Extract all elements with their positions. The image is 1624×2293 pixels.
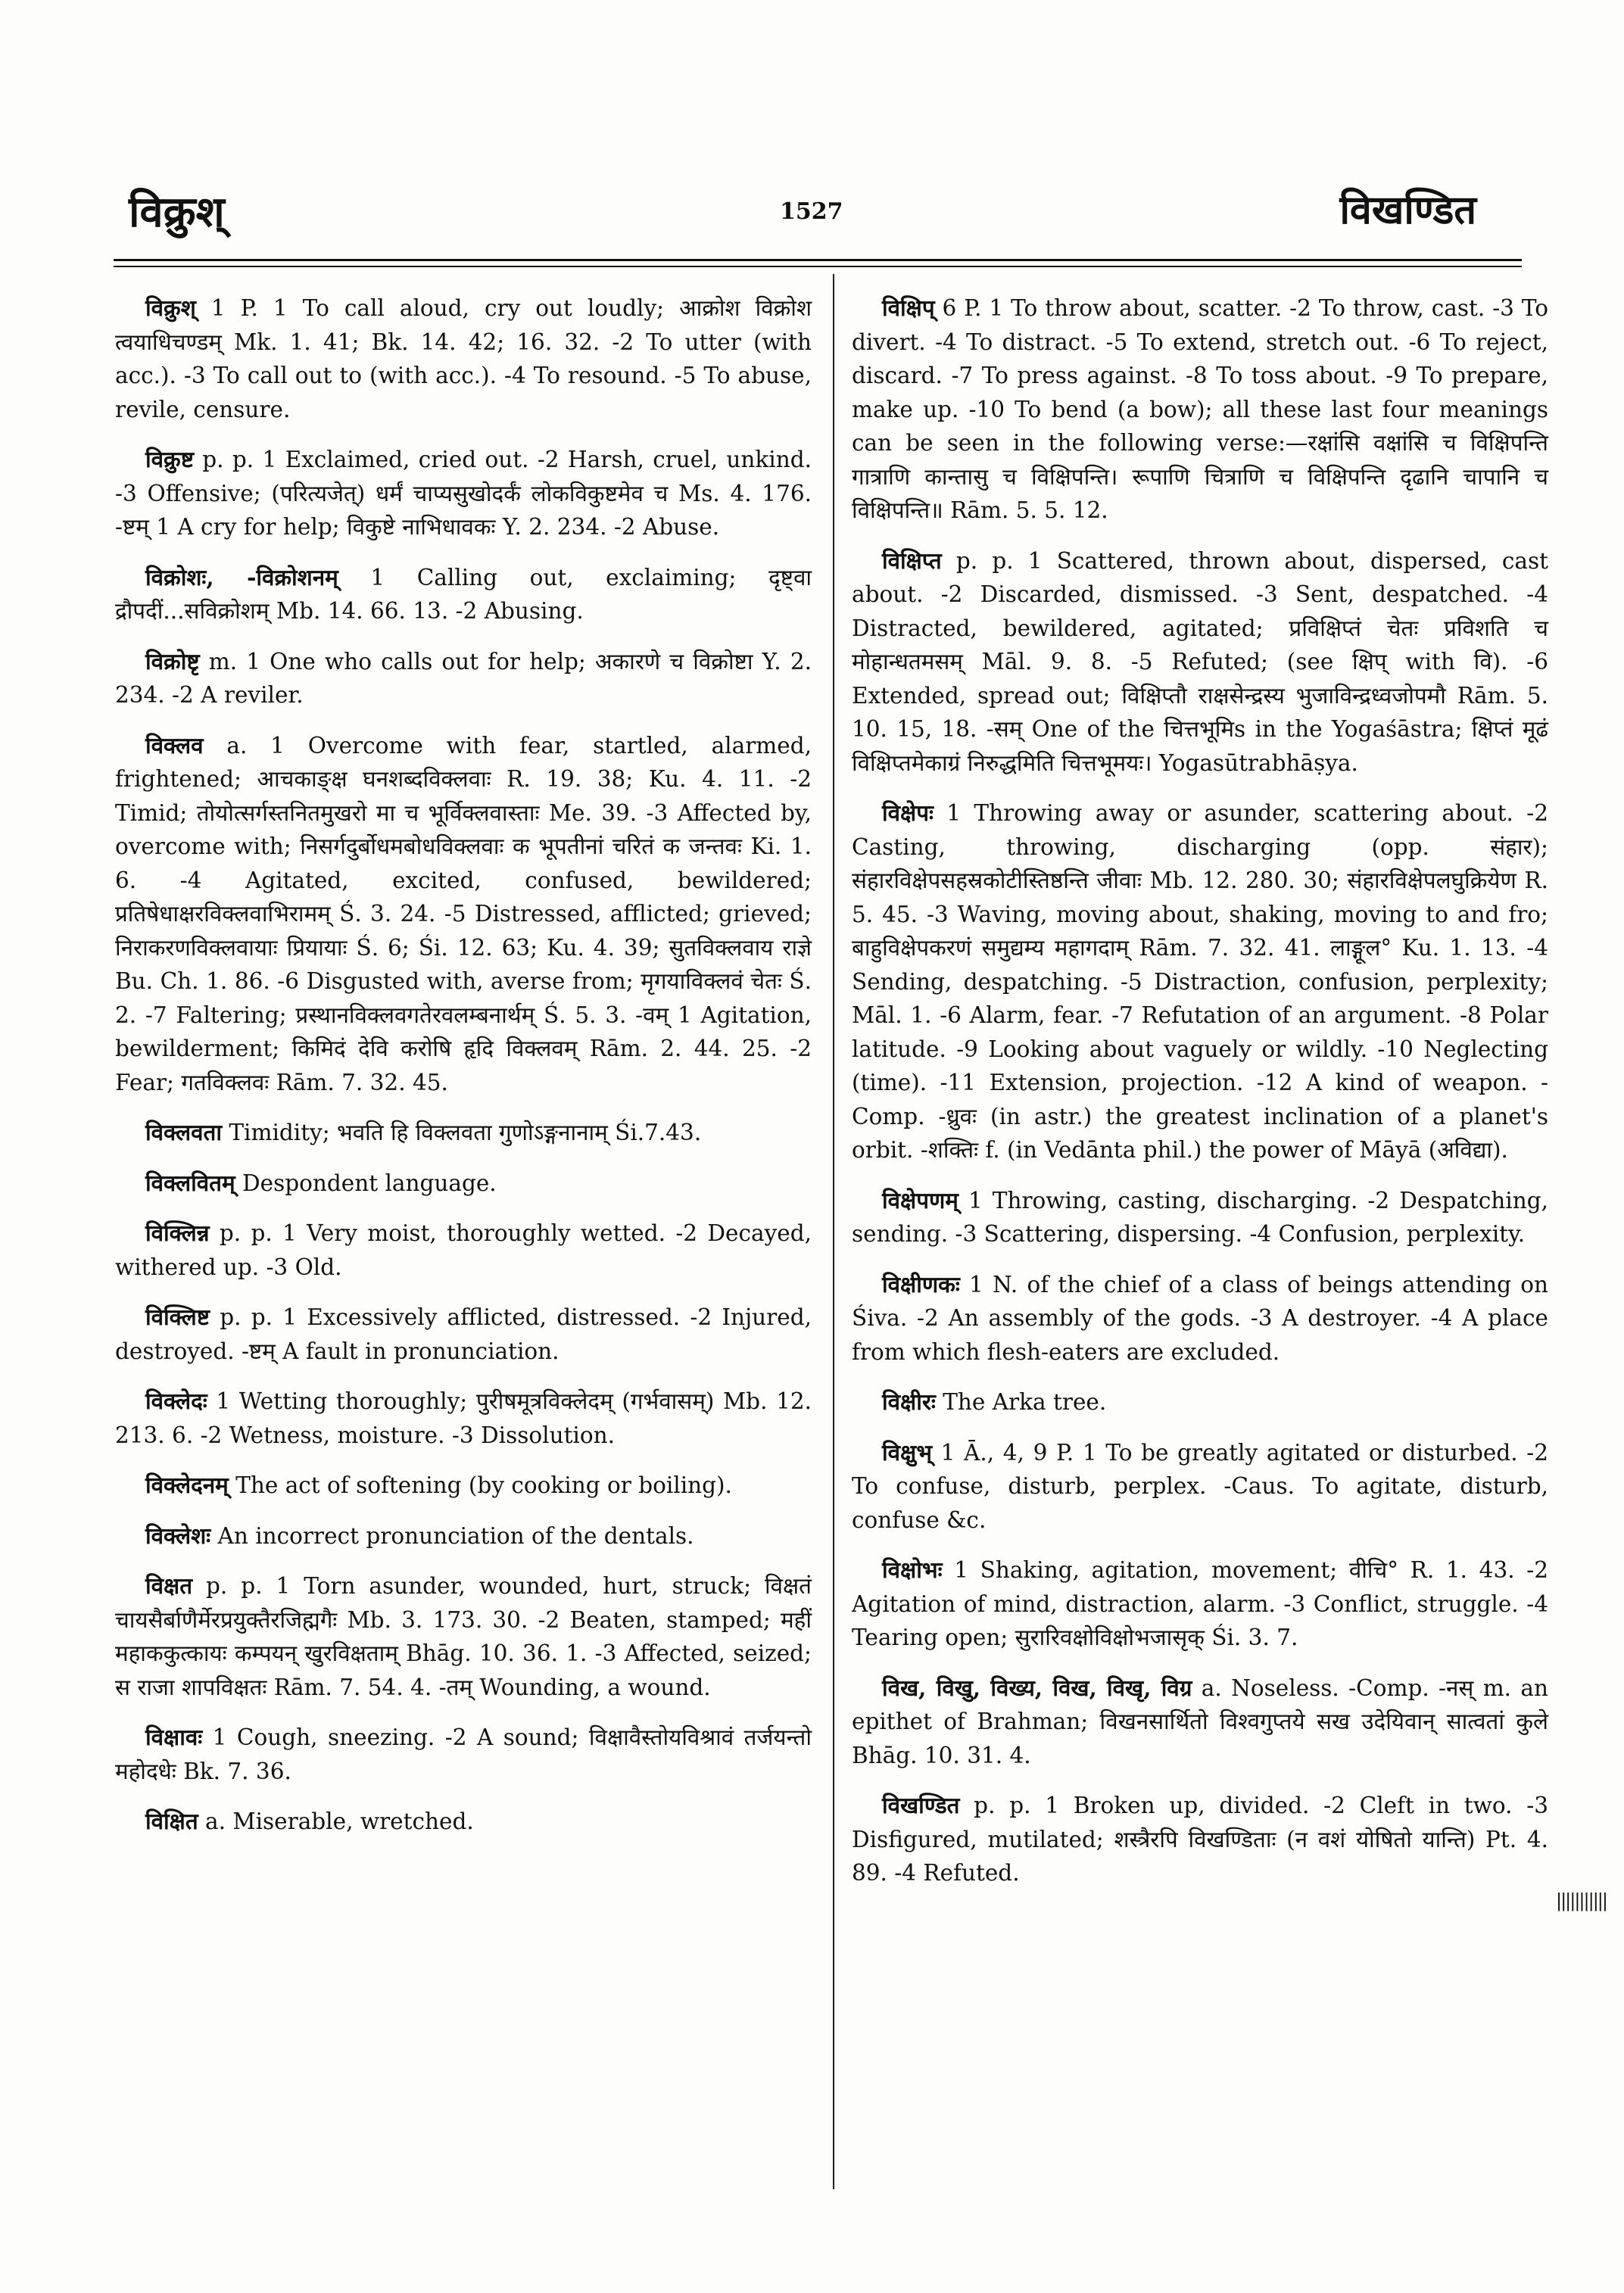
entry-headword: विक्षत <box>145 1572 193 1599</box>
entry-headword: विक्लेशः <box>145 1522 211 1549</box>
dictionary-entry <box>115 1385 812 1452</box>
entry-headword: विक्षेपः <box>882 799 934 826</box>
entry-definition: 1 P. 1 To call aloud, cry out loudly; आक्रोश विक्रोश त्वयाधिचण्डम् Mk. 1. 41; Bk. 14. 42; 16. 32. -2 To utter (with acc.). -3 To call out to (with acc.). -4 To resound. -5 To abuse, revile, censure. <box>115 295 812 422</box>
dictionary-entry <box>852 1184 1548 1251</box>
entry-definition: 1 Wetting thoroughly; पुरीषमूत्रविक्लेदम् (गर्भवासम्) Mb. 12. 213. 6. -2 Wetness, moisture. -3 Dissolution. <box>115 1388 812 1448</box>
entry-definition: 1 Cough, sneezing. -2 A sound; विक्षावैस्तोयविश्रावं तर्जयन्तो महोदधेः Bk. 7. 36. <box>115 1724 812 1784</box>
entry-headword: विक्लव <box>145 731 204 759</box>
entry-definition: a. 1 Overcome with fear, startled, alarmed, frightened; आचकाङ्क्ष घनशब्दविक्लवाः R. 19. 38; Ku. 4. 11. -2 Timid; तोयोत्सर्गस्तनितमुखरो मा च भूर्विक्लवास्ताः Me. 39. -3 Affected by, overcome with; निसर्गदुर्बोधमबोधविक्लवाः क भूपतीनां चरितं क जन्तवः Ki. 1. 6. -4 Agitated, excited, confused, bewildered; प्रतिषेधाक्षरविक्लवाभिरामम् Ś. 3. 24. -5 Distressed, afflicted; grieved; निराकरणविक्लवायाः प्रियायाः Ś. 6; Śi. 12. 63; Ku. 4. 39; सुतविक्लवाय राज्ञे Bu. Ch. 1. 86. -6 Disgusted with, averse from; मृगयाविक्लवं चेतः Ś. 2. -7 Faltering; प्रस्थानविक्लवगतेरवलम्बनार्थम् Ś. 5. 3. -वम् 1 Agitation, bewilderment; किमिदं देवि करोषि हृदि विक्लवम् Rām. 2. 44. 25. -2 Fear; गतविक्लवः Rām. 7. 32. 45. <box>115 732 812 1095</box>
entry-headword: विख, विखु, विख्य, विख, विखृ, विग्र <box>882 1674 1192 1701</box>
header-rule-thin <box>114 266 1522 267</box>
entry-headword: विक्रुश् <box>145 294 196 321</box>
entry-headword: विक्षावः <box>145 1724 203 1750</box>
dictionary-entry <box>115 1721 812 1788</box>
dictionary-entry <box>852 544 1548 780</box>
dictionary-entry <box>115 443 812 544</box>
entry-headword: विक्लिन्न <box>145 1220 210 1246</box>
entry-headword: विक्षित <box>145 1808 198 1834</box>
dictionary-entry <box>115 1217 812 1284</box>
header-left-guide-word: विक्रुश् <box>129 187 225 237</box>
dictionary-entry <box>115 1301 812 1368</box>
dictionary-entry <box>115 1116 812 1150</box>
entry-headword: विक्लेदनम् <box>145 1472 229 1498</box>
entry-headword: विक्लिष्ट <box>145 1304 210 1330</box>
dictionary-entry <box>115 1469 812 1503</box>
entry-headword: विक्लेदः <box>145 1388 207 1414</box>
entry-definition: p. p. 1 Very moist, thoroughly wetted. -2 Decayed, withered up. -3 Old. <box>115 1220 812 1280</box>
dictionary-entry <box>115 1519 812 1553</box>
entry-headword: विक्षीरः <box>882 1388 936 1415</box>
entry-definition: 1 Throwing away or asunder, scattering about. -2 Casting, throwing, discharging (opp. संहार); संहारविक्षेपसहस्रकोटीस्तिष्ठन्ति जीवाः Mb. 12. 280. 30; संहारविक्षेपलघुक्रियेण R. 5. 45. -3 Waving, moving about, shaking, moving to and fro; बाहुविक्षेपकरणं समुद्यम्य महागदाम् Rām. 7. 32. 41. लाङ्गूल° Ku. 1. 13. -4 Sending, despatching. -5 Distraction, confusion, perplexity; Māl. 1. -6 Alarm, fear. -7 Refutation of an argument. -8 Polar latitude. -9 Looking about vaguely or wildly. -10 Neglecting (time). -11 Extension, projection. -12 A kind of weapon. -Comp. -ध्रुवः (in astr.) the greatest inclination of a planet's orbit. -शक्तिः f. (in Vedānta phil.) the power of Māyā (अविद्या). <box>852 800 1548 1163</box>
entry-definition: p. p. 1 Excessively afflicted, distressed. -2 Injured, destroyed. -ष्टम् A fault in pronunciation. <box>115 1304 812 1364</box>
entry-definition: m. 1 One who calls out for help; अकारणे च विक्रोष्टा Y. 2. 234. -2 A reviler. <box>115 648 812 708</box>
entry-definition: The Arka tree. <box>935 1389 1107 1415</box>
dictionary-entry <box>852 1553 1548 1655</box>
entry-headword: विक्रोशः, -विक्रोशनम् <box>145 563 338 590</box>
entry-headword: विक्षीणकः <box>882 1270 960 1298</box>
entry-headword: विक्षोभः <box>882 1556 943 1583</box>
entry-definition: 1 N. of the chief of a class of beings attending on Śiva. -2 An assembly of the gods. -3 A destroyer. -4 A place from which flesh-eaters are excluded. <box>852 1271 1548 1365</box>
dictionary-entry <box>115 645 812 712</box>
left-column <box>115 291 812 1855</box>
header-right-guide-word: विखण्डित <box>1339 187 1476 233</box>
column-divider <box>833 274 834 2189</box>
dictionary-entry <box>852 1436 1548 1537</box>
dictionary-entry <box>115 1167 812 1201</box>
entry-headword: विक्लवता <box>145 1119 222 1145</box>
entry-definition: 1 Throwing, casting, discharging. -2 Despatching, sending. -3 Scattering, dispersing. -4 Confusion, perplexity. <box>852 1187 1548 1247</box>
edge-thumb-index-marks: ||||||||||| <box>1556 1890 1607 1911</box>
entry-headword: विक्लवितम् <box>145 1169 235 1196</box>
entry-definition: Despondent language. <box>235 1170 497 1196</box>
entry-definition: p. p. 1 Broken up, divided. -2 Cleft in two. -3 Disfigured, mutilated; शस्त्रैरपि विखण्डिताः (न वशं योषितो यान्ति) Pt. 4. 89. -4 Refuted. <box>852 1793 1548 1886</box>
entry-headword: विक्रुष्ट <box>145 446 194 472</box>
entry-definition: An incorrect pronunciation of the dentals. <box>210 1522 694 1549</box>
entry-definition: 6 P. 1 To throw about, scatter. -2 To throw, cast. -3 To divert. -4 To distract. -5 To extend, stretch out. -6 To reject, discard. -7 To press against. -8 To toss about. -9 To prepare, make up. -10 To bend (a bow); all these last four meanings can be seen in the following verse:—रक्षांसि वक्षांसि च विक्षिपन्ति गात्राणि कान्तासु च विक्षिपन्ति। रूपाणि चित्राणि च विक्षिपन्ति दृढानि चापानि च विक्षिपन्ति॥ Rām. 5. 5. 12. <box>852 295 1548 523</box>
dictionary-entry <box>115 561 812 628</box>
entry-headword: विक्षुभ् <box>882 1438 932 1466</box>
entry-headword: विक्षिप्त <box>882 547 942 574</box>
entry-headword: विक्रोष्टृ <box>145 647 200 675</box>
dictionary-entry <box>852 1268 1548 1369</box>
dictionary-entry <box>115 291 812 426</box>
entry-definition: a. Noseless. -Comp. -नस् m. an epithet of Brahman; विखनसार्थितो विश्वगुप्तये सख उदेयिवान् सात्वतां कुले Bhāg. 10. 31. 4. <box>852 1675 1548 1768</box>
entry-definition: p. p. 1 Torn asunder, wounded, hurt, struck; विक्षतं चायसैर्बाणैर्मेरप्रयुक्तैरजिह्मगैः Mb. 3. 173. 30. -2 Beaten, stamped; महीं महाककुत्कायः कम्पयन् खुरविक्षताम् Bhāg. 10. 36. 1. -3 Affected, seized; स राजा शापविक्षतः Rām. 7. 54. 4. -तम् Wounding, a wound. <box>115 1573 812 1700</box>
entry-definition: The act of softening (by cooking or boiling). <box>228 1472 732 1498</box>
dictionary-entry <box>852 291 1548 528</box>
entry-definition: p. p. 1 Exclaimed, cried out. -2 Harsh, cruel, unkind. -3 Offensive; (परित्यजेत्) धर्मं चाप्यसुखोदर्कं लोकविकुष्टमेव च Ms. 4. 176. -ष्टम् 1 A cry for help; विकुष्टे नाभिधावकः Y. 2. 234. -2 Abuse. <box>115 447 812 540</box>
entry-headword: विक्षिप् <box>882 294 935 321</box>
dictionary-entry <box>115 1569 812 1704</box>
entry-definition: a. Miserable, wretched. <box>198 1809 474 1834</box>
entry-headword: विखण्डित <box>882 1792 960 1818</box>
entry-definition: Timidity; भवति हि विक्लवता गुणोऽङ्गनानाम् Śi.7.43. <box>221 1120 702 1145</box>
page-number: 1527 <box>780 198 843 225</box>
right-column <box>852 291 1548 1907</box>
entry-definition: 1 Calling out, exclaiming; दृष्ट्वा द्रौपदीं...सविक्रोशम् Mb. 14. 66. 13. -2 Abusing. <box>115 564 812 624</box>
dictionary-entry <box>852 796 1548 1167</box>
entry-definition: 1 Shaking, agitation, movement; वीचि° R. 1. 43. -2 Agitation of mind, distraction, alarm. -3 Conflict, struggle. -4 Tearing open; सुरारिवक्षोविक्षोभजासृक् Śi. 3. 7. <box>852 1557 1548 1650</box>
entry-headword: विक्षेपणम् <box>882 1186 959 1213</box>
dictionary-entry <box>115 729 812 1100</box>
dictionary-entry <box>115 1805 812 1839</box>
dictionary-entry <box>852 1385 1548 1419</box>
entry-definition: p. p. 1 Scattered, thrown about, dispersed, cast about. -2 Discarded, dismissed. -3 Sent, despatched. -4 Distracted, bewildered, agitated; प्रविक्षिप्तं चेतः प्रविशति च मोहान्धतमसम् Māl. 9. 8. -5 Refuted; (see क्षिप् with वि). -6 Extended, spread out; विक्षिप्तौ राक्षसेन्द्रस्य भुजाविन्द्रध्वजोपमौ Rām. 5. 10. 15, 18. -सम् One of the चित्तभूमिs in the Yogaśāstra; क्षिप्तं मूढं विक्षिप्तमेकाग्रं निरुद्धमिति चित्तभूमयः। Yogasūtrabhāṣya. <box>852 547 1548 776</box>
entry-definition: 1 Ā., 4, 9 P. 1 To be greatly agitated or disturbed. -2 To confuse, disturb, perplex. -Caus. To agitate, disturb, confuse &c. <box>852 1439 1548 1533</box>
dictionary-entry <box>852 1789 1548 1890</box>
dictionary-entry <box>852 1671 1548 1773</box>
header-rule <box>114 259 1522 261</box>
